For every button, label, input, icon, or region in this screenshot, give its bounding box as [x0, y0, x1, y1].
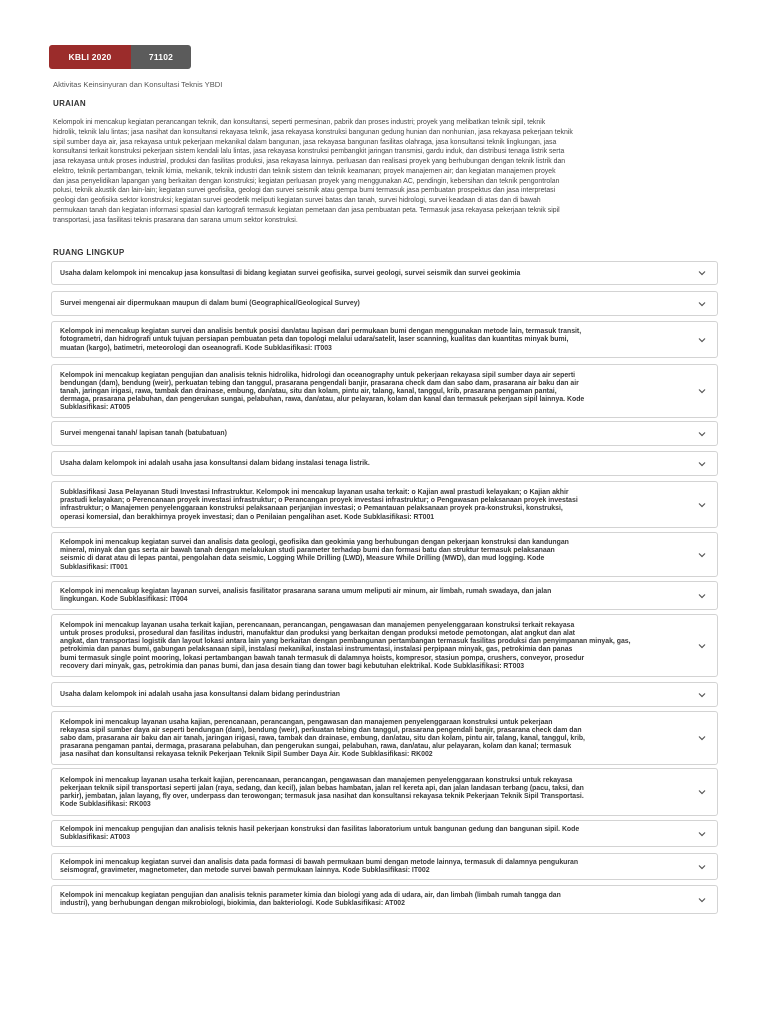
chevron-down-icon[interactable] [697, 386, 707, 396]
accordion-item-text [60, 826, 687, 842]
accordion-item-line: Kelompok ini mencakup layanan usaha terkait kajian, perencanaan, perancangan, pengawasan dan manajemen penyelenggaraan konstruksi terkait rekayasa [60, 622, 575, 630]
accordion-item-line: Subklasifikasi Jasa Pelayanan Studi Investasi Infrastruktur. Kelompok ini mencakup layanan usaha terkait: o Kajian awal prastudi kelayakan; o Kajian akhir [60, 489, 569, 497]
accordion-item-line: angkat, dan transportasi logistik dan layout lokasi antara lain yang berkaitan dengan pembangunan pertambangan termasuk fasilitas produksi dan penyimpanan minyak, gas, [60, 638, 631, 646]
uraian-line: jasa rekayasa untuk proses industrial, produksi dan fasilitas produksi, jasa rekayasa lainnya. perluasan dan realisasi proyek yang berhubungan dengan teknik listrik dan [53, 158, 566, 165]
uraian-line: konsultansi terkait konstruksi pekerjaan sistem kendali lalu lintas, jasa rekayasa konstruksi pembangkit jaringan transmisi, gardu induk, dan distribusi tenaga listrik serta [53, 148, 565, 156]
accordion-item-text [60, 300, 687, 308]
chevron-down-icon[interactable] [697, 459, 707, 469]
accordion-item-line: recovery dari minyak, gas, petrokimia dan panas bumi, dan jasa desain tiang dan tower bagi kebutuhan elektrikal. Kode Subklasifikasi: RT003 [60, 662, 525, 670]
accordion-item[interactable] [51, 820, 718, 847]
uraian-line: Kelompok ini mencakup kegiatan perancangan teknik, dan konsultansi, seperti permesinan, pabrik dan proses industri; proyek yang melibatkan teknik sipil, teknik [53, 119, 546, 126]
accordion-item-line: Kelompok ini mencakup kegiatan survei dan analisis data geologi, geofisika dan geokimia yang berhubungan dengan pekerjaan konstruksi dan kandungan [60, 539, 569, 547]
uraian-line: permukaan tanah dan kegiatan informasi spasial dan kartografi termasuk kegiatan pemetaan dan jasa pembuatan peta. Termasuk jasa rekayasa pekerjaan teknik sipil [53, 206, 560, 214]
accordion-item[interactable] [51, 768, 718, 816]
uraian-heading: URAIAN [53, 99, 86, 108]
accordion-item[interactable] [51, 614, 718, 677]
accordion-item[interactable] [51, 711, 718, 765]
ruang-lingkup-heading: RUANG LINGKUP [53, 248, 125, 257]
accordion-item[interactable] [51, 581, 718, 610]
accordion-item[interactable] [51, 291, 718, 316]
accordion-item-line: fotogrametri, dan hidrografi untuk tujuan persiapan pembuatan peta dan topologi melalui udara/satelit, laser scanning, kualitas dan kuantitas minyak bumi, [60, 336, 569, 344]
accordion-item-line: jasa nasihat dan konsultansi rekayasa teknik Pekerjaan Teknik Sipil Sumber Daya Air. Kode Subklasifikasi: RK002 [60, 751, 433, 759]
accordion-item-line: seismic di darat atau di lepas pantai, pengolahan data seismic, Logging While Drilling (LWD), Measure While Drilling (MWD), dan mud logging. Kode [60, 555, 545, 563]
chevron-down-icon[interactable] [697, 787, 707, 797]
accordion-item-text [60, 372, 687, 412]
chevron-down-icon[interactable] [697, 500, 707, 510]
accordion-item-line: seismograf, gravimeter, magnetometer, dan metode survei bawah permukaan lainnya. Kode Subklasifikasi: IT002 [60, 867, 430, 875]
chevron-down-icon[interactable] [697, 335, 707, 345]
accordion-item-text [60, 328, 687, 352]
accordion-item[interactable] [51, 364, 718, 418]
chevron-down-icon[interactable] [697, 895, 707, 905]
accordion-item-line: lingkungan. Kode Subklasifikasi: IT004 [60, 596, 188, 604]
accordion-item-line: Survei mengenai air dipermukaan maupun di dalam bumi (Geographical/Geological Survey) [60, 300, 360, 308]
chevron-down-icon[interactable] [697, 641, 707, 651]
accordion-item[interactable] [51, 451, 718, 476]
chevron-down-icon[interactable] [697, 268, 707, 278]
accordion-item[interactable] [51, 885, 718, 914]
accordion-item-line: Kelompok ini mencakup kegiatan pengujian dan analisis teknis parameter kimia dan biologi yang ada di udara, air, dan limbah (limbah rumah tangga dan [60, 892, 561, 900]
accordion-item-line: prasarana pengaman pantai, dermaga, prasarana pelabuhan, dan pengerukan sungai, pelabuhan, rawa, dan/atau, alur pelayaran, kolam dan kanal; termasuk [60, 743, 572, 751]
accordion-item-line: mineral, minyak dan gas serta air bawah tanah dengan melakukan studi parameter terhadap bumi dan formasi batu dan struktur termasuk pelaksanaan [60, 547, 555, 555]
accordion-item-text [60, 460, 687, 468]
accordion-item-line: industri), yang berhubungan dengan mikrobiologi, biokimia, dan bakteriologi. Kode Subklasifikasi: AT002 [60, 900, 405, 908]
accordion-item-text [60, 588, 687, 604]
accordion-item-text [60, 430, 687, 438]
accordion-item-line: Kelompok ini mencakup kegiatan pengujian dan analisis teknis hidrolika, hidrologi dan oceanography untuk pekerjaan rekayasa sipil sumber daya air seperti [60, 371, 576, 379]
accordion-item-line: Kelompok ini mencakup layanan usaha terkait kajian, perencanaan, perancangan, pengawasan dan manajemen penyelenggaraan konstruksi untuk rekayasa [60, 776, 573, 784]
accordion-item-text [60, 691, 687, 699]
accordion-item-line: Usaha dalam kelompok ini adalah usaha jasa konsultansi dalam bidang instalasi tenaga listrik. [60, 460, 370, 468]
accordion-item-line: tanah, jaringan irigasi, rawa, tambak dan drainase, embung, dan/atau, situ dan kolam, pintu air, talang, kanal, tanggul, krib, prasarana pengaman pantai, [60, 387, 557, 395]
accordion-item[interactable] [51, 682, 718, 707]
accordion-item[interactable] [51, 421, 718, 446]
accordion-item-text [60, 719, 687, 759]
uraian-line: geologi dan geofisika sektor konstruksi; kegiatan survei geodetik meliputi kegiatan survei batas dan tanah, survei hidrologi, survei keadaan di atas dan di bawah [53, 197, 541, 204]
uraian-line: elektro, teknik pertambangan, teknik kimia, mekanik, teknik industri dan teknik sistem dan teknik keamanan; proyek manajemen air; dan kegiatan manajemen proyek [53, 167, 556, 175]
accordion-item[interactable] [51, 481, 718, 528]
chevron-down-icon[interactable] [697, 733, 707, 743]
chevron-down-icon[interactable] [697, 591, 707, 601]
accordion-item-line: rekayasa sipil sumber daya air seperti bendungan (dam), bendung (weir), perkuatan tebing dan tanggul, prasarana pengendali banjir, prasarana check dam dan [60, 726, 582, 734]
uraian-line: sipil sumber daya air, jasa rekayasa untuk pekerjaan mekanikal dalam bangunan, jasa rekayasa bangunan fasilitas olahraga, jasa konsultansi teknik lingkungan, jasa [53, 138, 557, 146]
accordion-item-line: operasi komersial, dan berakhirnya proyek investasi; dan o Penilaian pengalihan aset. Kode Subklasifikasi: RT001 [60, 513, 435, 521]
accordion-item-line: bumi termasuk single point mooring, lokasi pertambangan bawah tanah termasuk di dalamnya hoists, kompresor, stasiun pompa, crushers, conveyor, prosedur [60, 654, 585, 662]
accordion-item-line: Kelompok ini mencakup layanan usaha kajian, perencanaan, perancangan, pengawasan dan manajemen penyelenggaraan konstruksi untuk pekerjaan [60, 718, 553, 726]
accordion-item[interactable] [51, 853, 718, 880]
uraian-line: hidrolik, teknik lalu lintas; jasa nasihat dan konsultansi rekayasa teknik, jasa rekayasa konstruksi bangunan gedung hunian dan nonhunian, jasa rekayasa pekerjaan teknik [53, 128, 573, 136]
accordion-item-line: Kelompok ini mencakup kegiatan layanan survei, analisis fasilitator prasarana sarana umum meliputi air minum, air limbah, rumah swadaya, dan jalan [60, 588, 552, 596]
accordion-item-line: prastudi kelayakan; o Perencanaan proyek investasi infrastruktur; o Perancangan proyek investasi infrastruktur; o Pengawasan pelaksanaan proyek investasi [60, 497, 578, 505]
accordion-item-line: sabo dam, prasarana air baku dan air tanah, jaringan irigasi, rawa, tambak dan drainase, embung, dan/atau, situ dan kolam, pintu air, talang, kanal, tanggul, krib, [60, 734, 585, 742]
accordion-item-text [60, 489, 687, 521]
accordion-item[interactable] [51, 532, 718, 577]
accordion-item-line: muatan (kargo), batimetri, meteorologi dan oseanografi. Kode Subklasifikasi: IT003 [60, 344, 332, 352]
accordion-item-line: infrastruktur; o Manajemen penyelenggaraan konstruksi pelaksanaan perjanjian investasi; o Pemantauan pelaksanaan proyek pra-konstruksi, konstruksi, [60, 505, 563, 513]
accordion-item-text [60, 270, 687, 278]
uraian-line: transportasi, jasa fasilitasi teknis prasarana dan sarana umum sektor konstruksi. [53, 216, 298, 224]
uraian-line: polusi, teknik akustik dan lain-lain; kegiatan survei geofisika, geologi dan survei seismik atau gempa bumi termasuk jasa pembuatan prospektus dan jasa interpretasi [53, 187, 556, 195]
chevron-down-icon[interactable] [697, 690, 707, 700]
kbli-subtitle: Aktivitas Keinsinyuran dan Konsultasi Teknis YBDI [53, 80, 223, 89]
accordion-item-line: Subklasifikasi: IT001 [60, 563, 128, 571]
accordion-item-text [60, 859, 687, 875]
accordion-item-line: Subklasifikasi: AT003 [60, 834, 131, 842]
accordion-item-text [60, 539, 687, 571]
accordion-item-text [60, 777, 687, 809]
accordion-item-line: untuk proses produksi, prosedural dan fasilitas industri, manufaktur dan produksi yang berkaitan dengan produksi metode pemotongan, alat angkut dan alat [60, 630, 575, 638]
kbli-badge-group [49, 45, 191, 69]
accordion-item-line: Usaha dalam kelompok ini mencakup jasa konsultasi di bidang kegiatan survei geofisika, survei geologi, survei seismik dan survei geokimia [60, 269, 521, 277]
accordion-item-line: Usaha dalam kelompok ini adalah usaha jasa konsultansi dalam bidang perindustrian [60, 691, 340, 699]
chevron-down-icon[interactable] [697, 429, 707, 439]
accordion-item-line: Kelompok ini mencakup kegiatan survei dan analisis bentuk posisi dan/atau lapisan dari permukaan bumi dengan menggunakan metode lain, termasuk transit, [60, 328, 582, 336]
accordion-item-line: Kelompok ini mencakup pengujian dan analisis teknis hasil pekerjaan konstruksi dan fasilitas laboratorium untuk bangunan gedung dan bangunan sipil. Kode [60, 826, 580, 834]
uraian-description [53, 118, 715, 225]
accordion-item-line: Kelompok ini mencakup kegiatan survei dan analisis data pada formasi di bawah permukaan bumi dengan metode lainnya, termasuk di dalamnya pengukuran [60, 859, 579, 867]
accordion-item-line: Survei mengenai tanah/ lapisan tanah (batubatuan) [60, 430, 227, 438]
chevron-down-icon[interactable] [697, 299, 707, 309]
accordion-item[interactable] [51, 321, 718, 358]
accordion-item-line: Subklasifikasi: AT005 [60, 404, 131, 412]
kbli-year-badge: KBLI 2020 [49, 45, 131, 69]
accordion-item-line: pekerjaan teknik sipil transportasi seperti jalan (raya, sedang, dan kecil), jalan bebas hambatan, jalan rel kereta api, dan jalan landasan terbang (pacu, taksi, dan [60, 784, 584, 792]
chevron-down-icon[interactable] [697, 862, 707, 872]
accordion-item-line: parkir), jembatan, jalan layang, fly over, underpass dan terowongan; termasuk jasa nasihat dan konsultansi rekayasa teknik Pekerjaan Teknik Sipil Transportasi. [60, 792, 584, 800]
uraian-line: dan jasa penyelidikan lapangan yang berkaitan dengan konstruksi; kegiatan perluasan proyek yang menggunakan AC, pendingin, kebersihan dan teknik pengontrolan [53, 177, 560, 185]
kbli-code-badge: 71102 [131, 45, 191, 69]
accordion-item[interactable] [51, 261, 718, 285]
accordion-item-line: Kode Subklasifikasi: RK003 [60, 801, 151, 809]
accordion-item-line: dermaga, prasarana pelabuhan, dan pengerukan sungai, pelabuhan, rawa, dan/atau, alur pelayaran, kolam dan kanal dan termasuk pekerjaan sipil lainnya. Kode [60, 396, 585, 404]
accordion-item-text [60, 892, 687, 908]
accordion-item-line: bendungan (dam), bendung (weir), perkuatan tebing dan tanggul, prasarana pengendali banjir, prasarana check dam dan sabo dam, prasarana air baku dan air [60, 379, 579, 387]
accordion-item-text [60, 622, 687, 671]
chevron-down-icon[interactable] [697, 829, 707, 839]
accordion-item-line: petrokimia dan panas bumi, gabungan pelaksanaan sipil, instalasi mekanikal, instalasi instrumentasi, instalasi perpipaan minyak, gas, petrokimia dan panas [60, 646, 573, 654]
chevron-down-icon[interactable] [697, 550, 707, 560]
